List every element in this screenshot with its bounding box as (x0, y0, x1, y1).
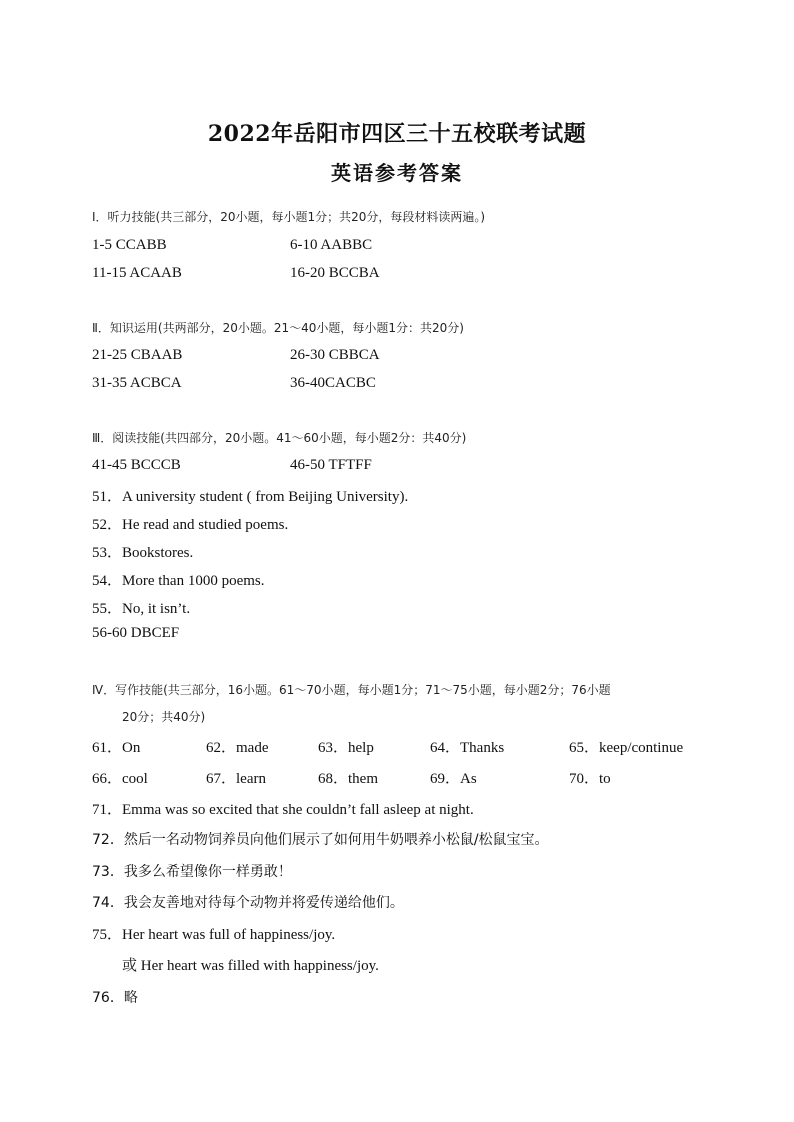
answer-74: 74．我会友善地对待每个动物并将爱传递给他们。 (92, 895, 404, 911)
answer-row: 26-30 CBBCA (290, 347, 380, 363)
answer-row: 1-5 CCABB (92, 237, 167, 253)
answer-71: 71．Emma was so excited that she couldn’t fall asleep at night. (92, 802, 474, 818)
section-4-heading: Ⅳ．写作技能(共三部分，16小题。61～70小题，每小题1分；71～75小题，每小题2分；76小题 (92, 683, 611, 697)
answer-64: 64．Thanks (430, 740, 505, 756)
answer-75-alt: 或 Her heart was filled with happiness/joy. (122, 958, 379, 974)
section-1-heading: Ⅰ．听力技能(共三部分，20小题，每小题1分；共20分，每段材料读两遍。) (92, 210, 486, 224)
page-title: 2022年岳阳市四区三十五校联考试题 (207, 121, 587, 147)
section-3-heading: Ⅲ．阅读技能(共四部分，20小题。41～60小题，每小题2分：共40分) (92, 431, 467, 445)
answer-68: 68．them (318, 771, 378, 787)
answer-62: 62．made (206, 740, 269, 756)
answer-76: 76．略 (92, 990, 138, 1006)
answer-51: 51．A university student ( from Beijing University). (92, 489, 409, 505)
answer-66: 66．cool (92, 771, 148, 787)
answer-73: 73．我多么希望像你一样勇敢！ (92, 864, 292, 880)
section-4-heading-cont: 20分；共40分) (122, 710, 206, 724)
answer-row: 11-15 ACAAB (92, 265, 182, 281)
answer-75: 75．Her heart was full of happiness/joy. (92, 927, 336, 943)
section-2-heading: Ⅱ．知识运用(共两部分，20小题。21～40小题，每小题1分：共20分) (92, 321, 464, 335)
answer-row: 16-20 BCCBA (290, 265, 380, 281)
answer-72: 72．然后一名动物饲养员向他们展示了如何用牛奶喂养小松鼠/松鼠宝宝。 (92, 832, 549, 848)
answer-row: 6-10 AABBC (290, 237, 373, 253)
answer-70: 70．to (569, 771, 611, 787)
answer-69: 69．As (430, 771, 477, 787)
answer-row: 36-40CACBC (290, 375, 376, 391)
answer-52: 52．He read and studied poems. (92, 517, 289, 533)
answer-55: 55．No, it isn’t. (92, 601, 191, 617)
answer-row: 21-25 CBAAB (92, 347, 183, 363)
answer-67: 67．learn (206, 771, 266, 787)
answer-row: 41-45 BCCCB (92, 457, 181, 473)
answer-53: 53．Bookstores. (92, 545, 194, 561)
page-subtitle: 英语参考答案 (331, 161, 463, 185)
answer-65: 65．keep/continue (569, 740, 684, 756)
answer-61: 61．On (92, 740, 141, 756)
answer-54: 54．More than 1000 poems. (92, 573, 265, 589)
answer-row: 46-50 TFTFF (290, 457, 372, 473)
answer-63: 63．help (318, 740, 374, 756)
answer-56-60: 56-60 DBCEF (92, 625, 180, 641)
answer-row: 31-35 ACBCA (92, 375, 182, 391)
